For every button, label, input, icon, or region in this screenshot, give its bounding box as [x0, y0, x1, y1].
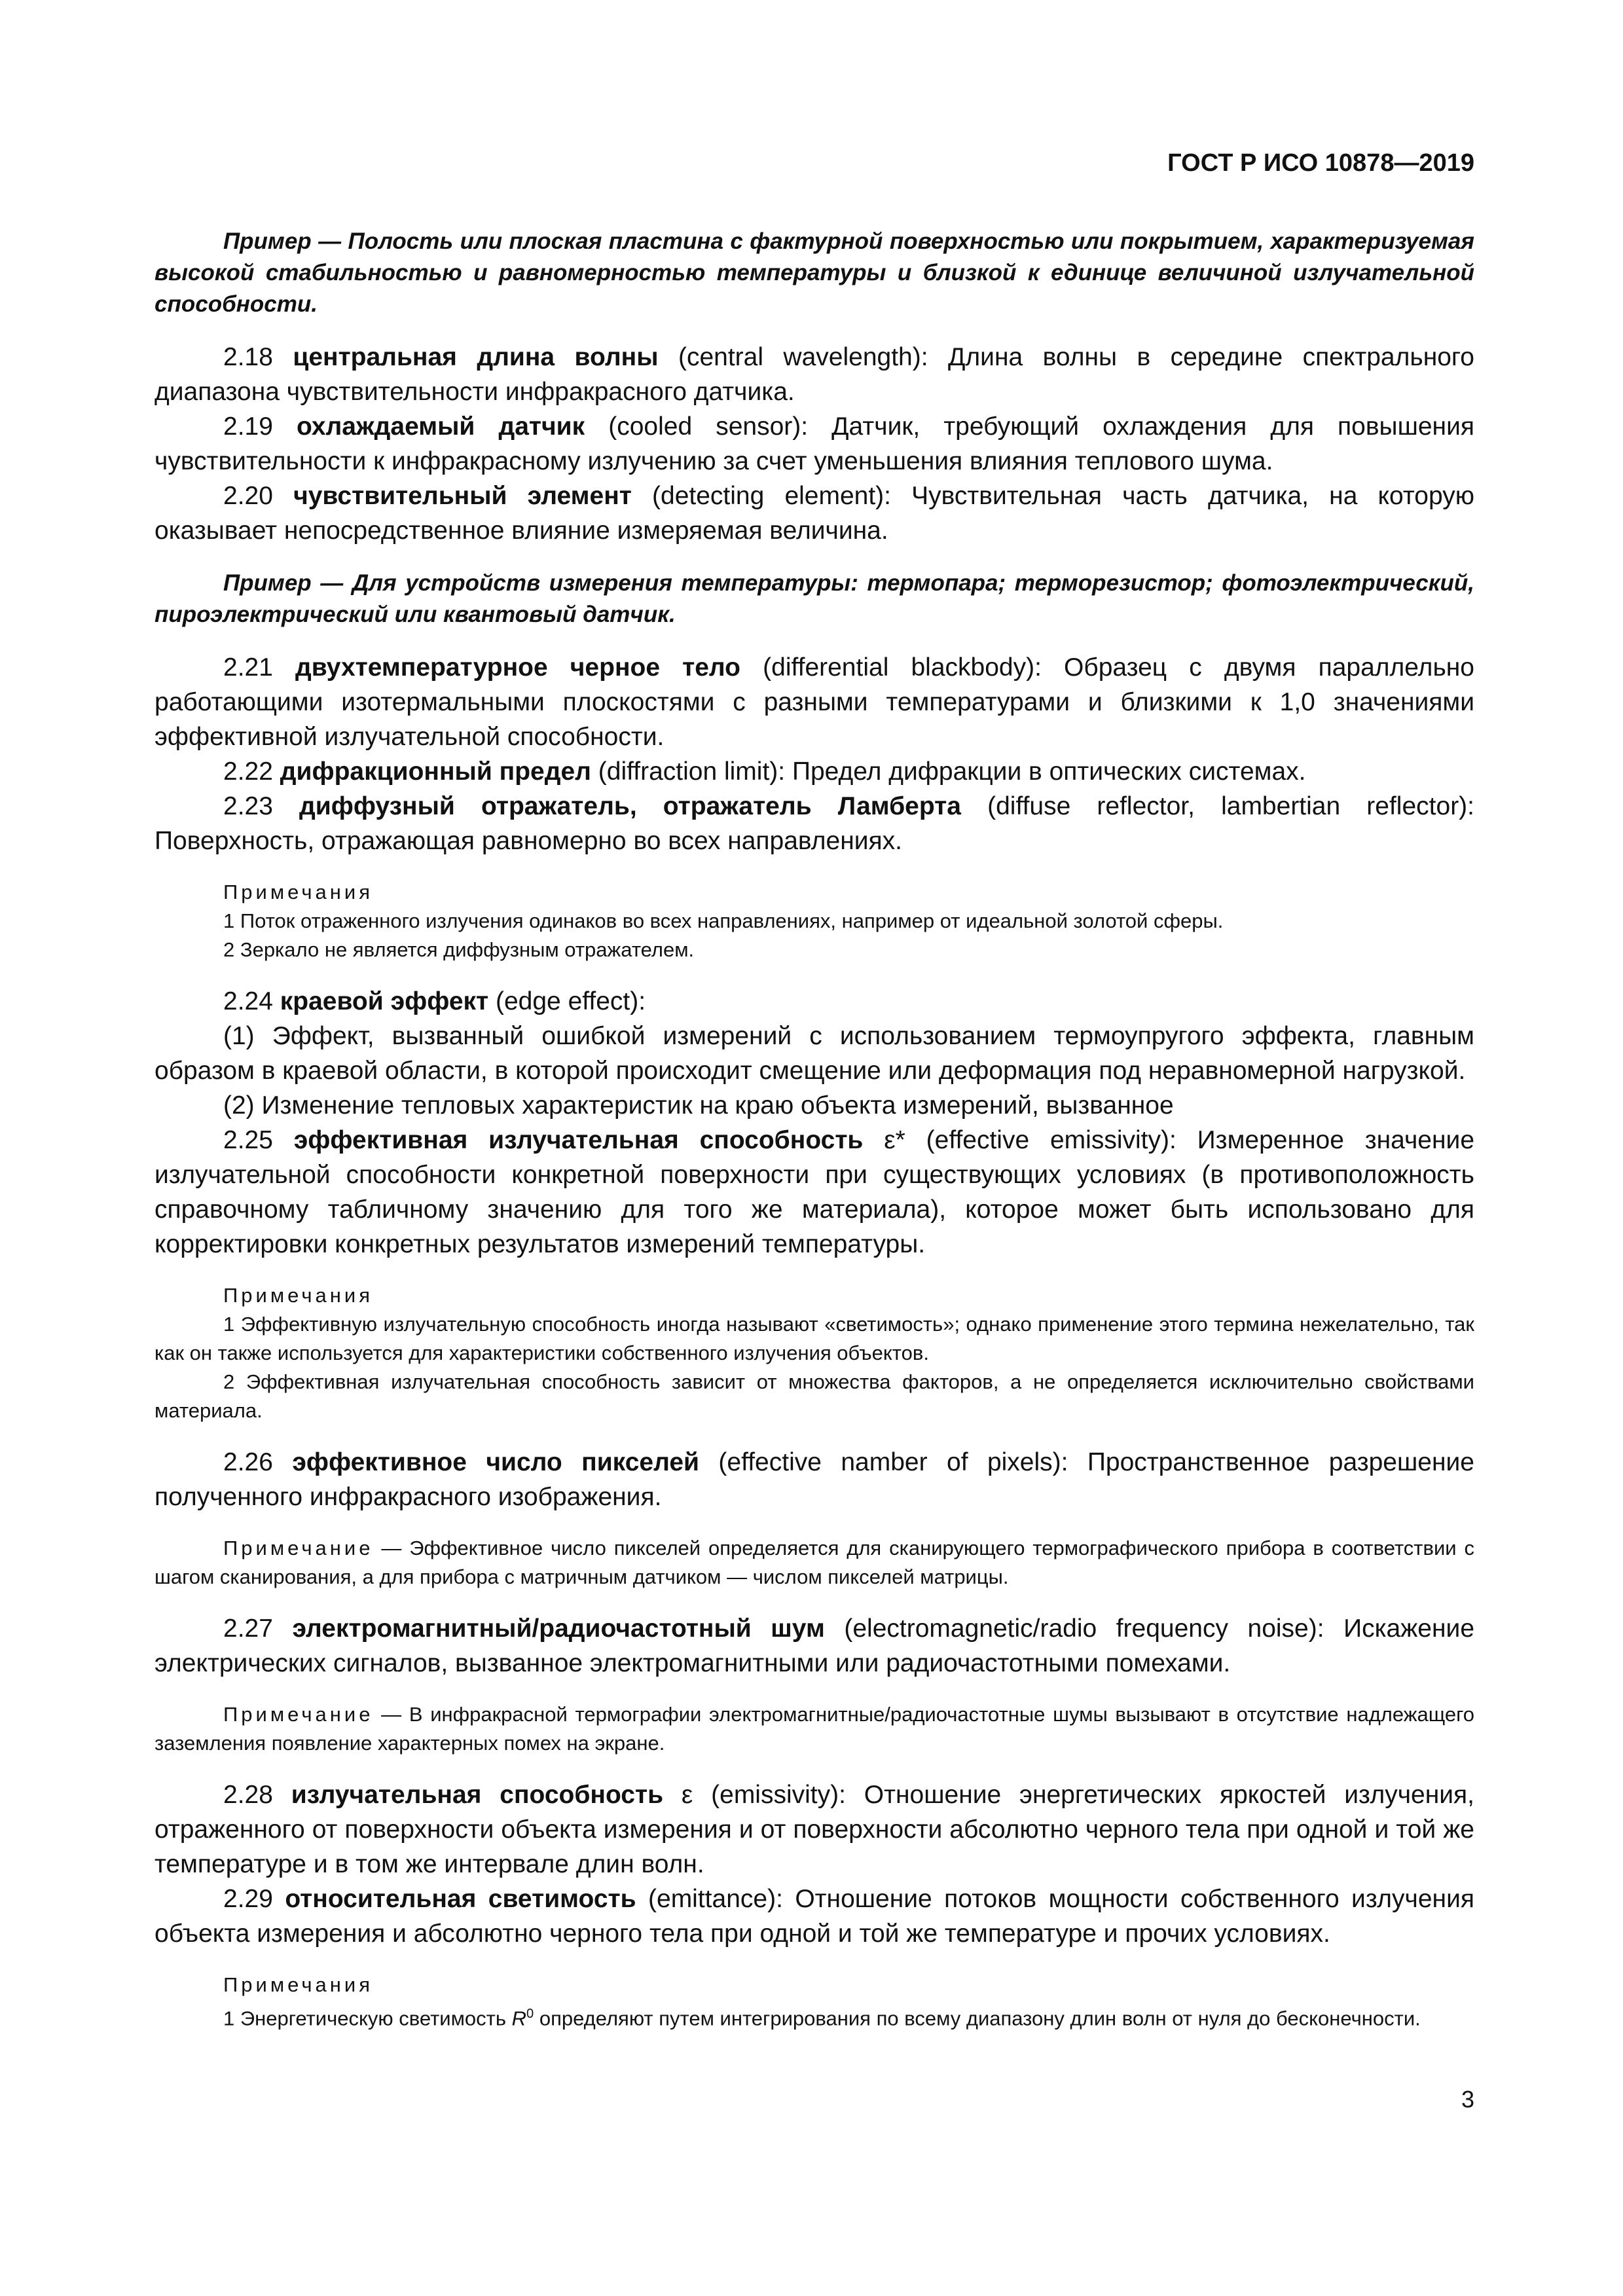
term-definition: (emittance): Отношение потоков мощности собственного излучения объекта измерения и абсолютно черного тела при одной и той же температуре и прочих условиях.: [155, 1885, 1474, 1948]
term-2-23: [155, 789, 1474, 858]
term-name: эффективная излучательная способность: [293, 1126, 864, 1154]
list-item: (1) Эффект, вызванный ошибкой измерений с использованием термоупругого эффекта, главным образом в краевой области, в которой происходит смещение или деформация под неравномерной нагрузкой.: [155, 1022, 1474, 1085]
term-number: 2.22: [223, 757, 273, 786]
term-name: краевой эффект: [280, 987, 489, 1015]
term-2-25: [155, 1123, 1474, 1262]
term-2-26: [155, 1445, 1474, 1514]
term-definition: (central wavelength): Длина волны в середине спектрального диапазона чувствительности инфракрасного датчика.: [155, 343, 1474, 406]
term-name: электромагнитный/радиочастотный шум: [292, 1614, 825, 1643]
note-item: 1 Поток отраженного излучения одинаков во всех направлениях, например от идеальной золотой сферы.: [223, 909, 1224, 932]
note-2-27: [155, 1700, 1474, 1758]
term-name: охлаждаемый датчик: [296, 412, 585, 441]
term-definition: (electromagnetic/radio frequency noise): Искажение электрических сигналов, вызванное электромагнитными или радиочастотными помехами.: [155, 1614, 1475, 1677]
term-2-19: [155, 409, 1474, 479]
term-definition: (effective namber of pixels): Пространственное разрешение полученного инфракрасного изображения.: [155, 1448, 1474, 1511]
note-text: — В инфракрасной термографии электромагнитные/радиочастотные шумы вызывают в отсутствие надлежащего заземления появление характерных помех на экране.: [155, 1703, 1474, 1755]
note-label: Примечание: [223, 1703, 374, 1726]
document-body: [155, 226, 1474, 2033]
term-definition: (detecting element): Чувствительная часть датчика, на которую оказывает непосредственное влияние измеряемая величина.: [155, 482, 1474, 545]
term-2-21: [155, 650, 1474, 754]
term-definition: (emissivity): Отношение энергетических яркостей излучения, отраженного от поверхности объекта измерения и от поверхности абсолютно черного тела при одной и той же температуре и в том же интервале длин волн.: [155, 1781, 1474, 1878]
term-symbol: ε*: [863, 1126, 905, 1154]
term-2-20: [155, 479, 1474, 548]
term-2-24: [155, 984, 1474, 1019]
term-definition: (effective emissivity): Измеренное значение излучательной способности конкретной поверхности при существующих условиях (в противоположность справочному табличному значению для того же материала), которое может быть использовано для корректировки конкретных результатов измерений температуры.: [155, 1126, 1475, 1258]
term-number: 2.29: [223, 1885, 273, 1913]
example-paragraph: Пример — Полость или плоская пластина с фактурной поверхностью или покрытием, характеризуемая высокой стабильностью и равномерностью температуры и близкой к единице величиной излучательной способности.: [155, 228, 1474, 317]
term-name: двухтемпературное черное тело: [295, 653, 741, 682]
term-name: диффузный отражатель, отражатель Ламберта: [299, 792, 961, 820]
note-item: 2 Эффективная излучательная способность зависит от множества факторов, а не определяется исключительно свойствами материала.: [155, 1370, 1474, 1422]
term-number: 2.25: [223, 1126, 273, 1154]
notes-heading: Примечания: [223, 1284, 373, 1307]
symbol-r: R: [511, 2007, 527, 2030]
term-name: чувствительный элемент: [293, 482, 632, 510]
term-definition: (edge effect):: [488, 987, 646, 1015]
notes-heading: Примечания: [223, 881, 373, 903]
note-item: 1 Эффективную излучательную способность иногда называют «светимость»; однако применение этого термина нежелательно, так как он также используется для характеристики собственного излучения объектов.: [155, 1313, 1474, 1364]
note-2-26: [155, 1534, 1474, 1592]
term-name: дифракционный предел: [280, 757, 591, 786]
term-number: 2.20: [223, 482, 273, 510]
term-symbol: ε: [663, 1781, 693, 1809]
term-number: 2.26: [223, 1448, 273, 1476]
term-2-22: [155, 754, 1474, 789]
term-definition: (cooled sensor): Датчик, требующий охлаждения для повышения чувствительности к инфракрасному излучению за счет уменьшения влияния теплового шума.: [155, 412, 1474, 475]
term-name: эффективное число пикселей: [292, 1448, 699, 1476]
term-number: 2.24: [223, 987, 273, 1015]
example-paragraph: Пример — Для устройств измерения температуры: термопара; терморезистор; фотоэлектрический, пироэлектрический или квантовый датчик.: [155, 570, 1474, 627]
term-2-27: [155, 1611, 1474, 1681]
term-name: центральная длина волны: [293, 343, 659, 371]
list-item: (2) Изменение тепловых характеристик на краю объекта измерений, вызванное: [223, 1091, 1174, 1120]
note-item: 2 Зеркало не является диффузным отражателем.: [223, 938, 695, 961]
term-number: 2.21: [223, 653, 273, 682]
term-name: излучательная способность: [291, 1781, 664, 1809]
note-text: — Эффективное число пикселей определяется для сканирующего термографического прибора в соответствии с шагом сканирования, а для прибора с матричным датчиком — числом пикселей матрицы.: [155, 1537, 1474, 1588]
note-text: 1 Энергетическую светимость: [223, 2007, 512, 2030]
term-definition: (differential blackbody): Образец с двумя параллельно работающими изотермальными плоскостями с разными температурами и близкими к 1,0 значениями эффективной излучательной способности.: [155, 653, 1474, 751]
notes-heading: Примечания: [223, 1973, 373, 1996]
term-number: 2.28: [223, 1781, 273, 1809]
term-number: 2.27: [223, 1614, 273, 1643]
document-header: ГОСТ Р ИСО 10878—2019: [1167, 149, 1474, 177]
term-2-18: [155, 340, 1474, 409]
note-label: Примечание: [223, 1537, 374, 1559]
term-number: 2.19: [223, 412, 273, 441]
term-number: 2.23: [223, 792, 273, 820]
superscript-zero: 0: [526, 2007, 534, 2021]
note-item: [155, 1999, 1474, 2033]
page-number: 3: [1461, 2086, 1474, 2113]
term-2-28: [155, 1777, 1474, 1882]
term-definition: (diffuse reflector, lambertian reflector): Поверхность, отражающая равномерно во всех направлениях.: [155, 792, 1475, 855]
term-number: 2.18: [223, 343, 273, 371]
term-definition: (diffraction limit): Предел дифракции в оптических системах.: [591, 757, 1306, 786]
note-text: определяют путем интегрирования по всему диапазону длин волн от нуля до бесконечности.: [534, 2007, 1421, 2030]
term-2-29: [155, 1882, 1474, 1951]
term-name: относительная светимость: [285, 1885, 636, 1913]
